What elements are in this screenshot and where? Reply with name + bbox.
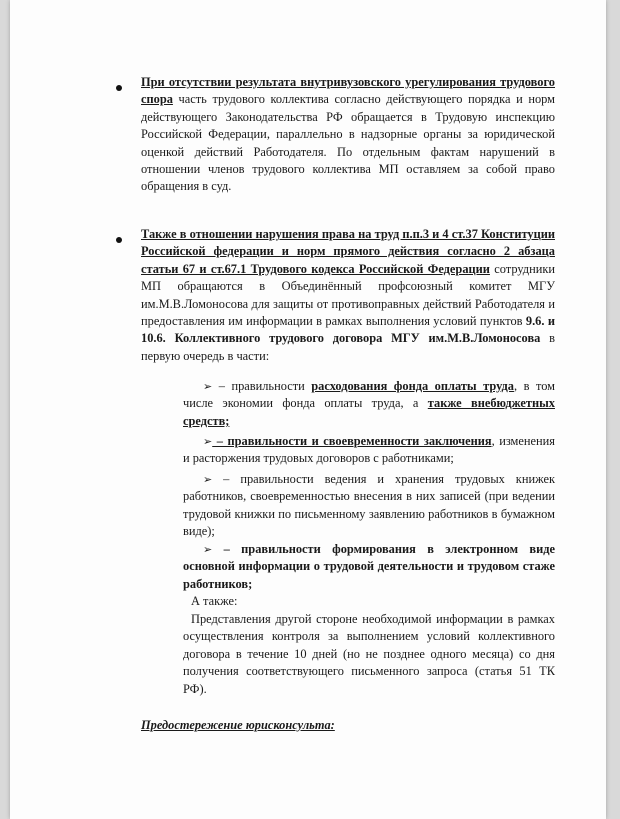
paragraph-2-tail: в первую очередь в части: — [141, 331, 555, 363]
arrow-icon: ➢ — [203, 473, 213, 486]
paragraph-2-text: сотрудники МП обращаются в Объединённый профсоюзный комитет МГУ им.М.В.Ломоносова для защиты от противоправных действий Работодателя и предоставления им информации в рамках выполнения условий пунктов — [141, 261, 556, 329]
sub-item-1-emphasis-2: также внебюджетных средств; — [183, 396, 555, 428]
also-label: А также: — [191, 594, 238, 608]
sub-item-1-mid: , в том числе экономии фонда оплаты труда, а — [183, 379, 555, 411]
bullet-2 — [116, 237, 122, 243]
sub-item-1 — [183, 378, 555, 430]
sub-item-2 — [183, 433, 555, 468]
paragraph-2-points: 9.6. и 10.6. Коллективного трудового договора МГУ им.М.В.Ломоносова — [141, 314, 555, 346]
also-paragraph — [183, 611, 555, 698]
paragraph-1 — [141, 74, 555, 196]
paragraph-2-lead: Также в отношении нарушения права на труд п.п.3 и 4 ст.37 Конституции Российской федерации и норм прямого действия согласно 2 абзаца статьи 67 и ст.67.1 Трудового кодекса Российской Федерации — [141, 227, 555, 276]
sub-item-1-emphasis: расходования фонда оплаты труда — [311, 379, 514, 393]
arrow-icon: ➢ — [203, 435, 213, 448]
paragraph-1-lead: При отсутствии результата внутривузовского урегулирования трудового спора — [141, 75, 555, 107]
sub-item-3-text: – правильности ведения и хранения трудовых книжек работников, своевременностью внесения в них записей (при ведении трудовой книжки по письменному заявлению работников в бумажном виде); — [183, 472, 555, 539]
warning-heading: Предостережение юрисконсульта: — [141, 718, 335, 732]
bullet-1 — [116, 85, 122, 91]
paragraph-1-text: часть трудового коллектива согласно действующего порядка и норм действующего Законодательства РФ обращается в Трудовую инспекцию Российской Федерации, параллельно в надзорные органы за юридической оценкой действий Работодателя. По отдельным фактам нарушений в отношении членов трудового коллектива МП оставляем за собой право обращения в суд. — [141, 92, 555, 194]
paragraph-2 — [141, 226, 555, 365]
sub-item-2-text: , изменения и расторжения трудовых договоров с работниками; — [183, 434, 555, 466]
arrow-icon: ➢ — [203, 543, 213, 556]
sub-item-4 — [183, 541, 555, 593]
sub-item-4-text: – правильности формирования в электронном виде основной информации о трудовой деятельности и трудовом стаже работников; — [183, 542, 555, 591]
also-text: Представления другой стороне необходимой информации в рамках осуществления контроля за выполнением условий коллективного договора в течение 10 дней (но не позднее одного месяца) со дня получения соответствующего письменного запроса (статья 51 ТК РФ). — [183, 612, 555, 696]
sub-item-3 — [183, 471, 555, 541]
sub-item-1-text: – правильности — [212, 379, 312, 393]
sub-item-2-emphasis: – правильности и своевременности заключения — [212, 434, 492, 448]
arrow-icon: ➢ — [203, 380, 213, 393]
